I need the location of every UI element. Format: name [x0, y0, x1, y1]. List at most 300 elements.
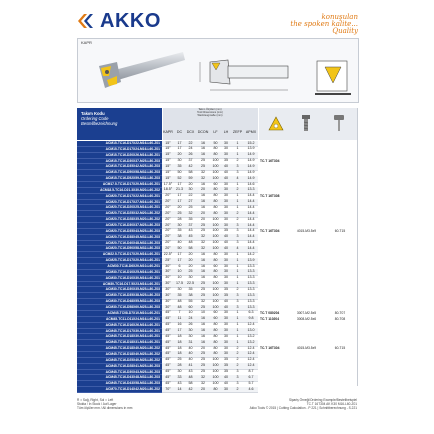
dimension-cell: 80 [213, 339, 218, 344]
dimension-cell: 100 [212, 245, 219, 250]
col-kapr: KAPR [163, 130, 173, 134]
dimension-cell: 14.4 [247, 193, 255, 198]
dimension-cell: 40 [188, 351, 193, 356]
dimension-cell: 40 [224, 298, 228, 303]
measure-line-1: Takım Ölçüleri (mm) [198, 108, 222, 111]
footer-right-2: TC.T 16T304 AK K30 M16-L60-Z01 [306, 402, 357, 406]
insert-code-cell: TC.T 16T304 [260, 346, 280, 351]
ordering-code-cell: ACM20-TC16-D50X58-M32-L80-Z03 [77, 246, 162, 252]
dimension-cell: 1 [236, 146, 239, 151]
ordering-code-cell: ACM30-TC16-D10X30-M16-L60-Z01 [77, 276, 162, 282]
dimension-cell: 14.4 [247, 204, 255, 209]
dimension-cell: 20 [201, 210, 205, 215]
dimension-cell: 100 [212, 281, 219, 286]
dimension-cell: 13.3 [247, 263, 255, 268]
dimension-cell: 30° [165, 304, 171, 309]
dimension-cell: 100 [212, 175, 219, 180]
ordering-code-cell: ACM20-TC16-D40X48-M32-L80-Z03 [77, 241, 162, 247]
dimension-cell: 38 [177, 234, 182, 239]
ordering-code-cell: ACM45-TC16-D43X48-M32-L80-Z03 [77, 375, 162, 381]
ordering-code-title-en: Ordering Code [81, 115, 109, 121]
dimension-cell: 40 [224, 169, 228, 174]
wrench-code-cell: 60-T15 [334, 346, 346, 351]
dimension-cell: 41 [188, 363, 193, 368]
dimension-cell: 12.4 [247, 357, 255, 362]
dimension-cell: 58 [188, 245, 193, 250]
col-lh: LH [223, 130, 229, 134]
dimension-cell: 35 [224, 286, 228, 291]
dimension-cell: 100 [212, 304, 219, 309]
akko-logo-icon [76, 12, 96, 30]
dimension-cell: 1 [236, 263, 239, 268]
dimension-cell: 40 [224, 175, 228, 180]
dimension-cell: 100 [212, 234, 219, 239]
dimension-cell: 16 [201, 263, 205, 268]
dimension-cell: 40 [224, 234, 228, 239]
dimension-cell: 14.9 [247, 175, 255, 180]
dimension-cell: 30 [224, 316, 228, 321]
dimension-cell: 16 [201, 204, 205, 209]
dimension-cell: 35 [177, 163, 182, 168]
tool-dimension-drawing [190, 50, 290, 95]
dimension-cell: 30 [224, 251, 228, 256]
ordering-code-cell: ACM30-TC16-D35X38-M25-L80-Z03 [77, 293, 162, 299]
dimension-cell: 2 [236, 210, 239, 215]
screw-code-cell: 4015-M3.5x9 [296, 346, 317, 351]
dimension-cell: 15° [165, 169, 171, 174]
dimension-cell: 3 [236, 380, 239, 385]
dimension-cell: 13.9 [247, 146, 255, 151]
dimension-cell: 32 [201, 374, 205, 379]
dimension-cell: 13.9 [247, 257, 255, 262]
dimension-cell: 14.4 [247, 216, 255, 221]
dimension-cell: 2 [236, 363, 239, 368]
ordering-code-cell: ACM45-TC16-D16X26-M16-L60-Z01 [77, 323, 162, 329]
ordering-code-cell: ACM30-TC16-D58X60-M25-L80-Z03 [77, 305, 162, 311]
dimension-cell: 15° [165, 146, 171, 151]
dimension-cell: 6.3 [248, 310, 254, 315]
dimension-cell: 45 [188, 234, 193, 239]
dimension-cell: 18 [177, 339, 182, 344]
dimension-cell: 15° [165, 163, 171, 168]
screw-icon [301, 114, 311, 132]
dimension-cell: 45° [165, 363, 171, 368]
dimension-cell: 35 [224, 292, 228, 297]
dimension-cell: 3 [236, 369, 239, 374]
dimension-cell: 15° [165, 152, 171, 157]
dimension-cell: 80 [213, 204, 218, 209]
dimension-cell: 25 [177, 210, 182, 215]
dimension-cell: 30° [165, 286, 171, 291]
dimension-cell: 32 [201, 380, 205, 385]
dimension-cell: 3 [236, 304, 239, 309]
dimension-cell: 80 [213, 152, 218, 157]
dimension-cell: 1 [236, 333, 239, 338]
dimension-cell: 38 [188, 292, 193, 297]
dimension-cell: 9.8 [248, 316, 254, 321]
dimension-cell: 22 [188, 193, 193, 198]
table-right-border [357, 108, 358, 386]
dimension-cell: 30 [224, 210, 228, 215]
insert-code-cell: TC.T 080204 [260, 310, 280, 315]
dimension-cell: 32 [201, 240, 205, 245]
insert-code-cell: TC.T 110204 [260, 316, 280, 321]
dimension-cell: 20° [165, 210, 171, 215]
dimension-cell: 17 [177, 181, 182, 186]
dimension-cell: 3 [236, 222, 239, 227]
dimension-cell: 13.3 [247, 298, 255, 303]
dimension-cell: 30 [224, 199, 228, 204]
dimension-cell: 20° [165, 245, 171, 250]
dimension-cell: 35 [224, 228, 228, 233]
dimension-cell: 50 [177, 169, 182, 174]
dimension-cell: 58 [188, 169, 193, 174]
ordering-code-cell: ACM22.5-TC16-D17X20-M16-L60-Z01 [77, 252, 162, 258]
dimension-cell: 30 [224, 204, 228, 209]
ordering-code-cell: ACM15-TC16-D52X59-M32-L80-Z03 [77, 176, 162, 182]
dimension-cell: 20° [165, 222, 171, 227]
dimension-cell: 30 [177, 222, 182, 227]
ordering-code-cell: ACM45-TC16-D28X41-M25-L80-Z03 [77, 364, 162, 370]
dimension-cell: 30° [165, 292, 171, 297]
ordering-code-cell: ACM20-TC16-D35X43-M25-L80-Z03 [77, 229, 162, 235]
dimension-cell: 17 [177, 146, 182, 151]
dimension-cells [162, 387, 258, 394]
dimension-cell: 30° [165, 281, 171, 286]
dimension-cell: 30 [224, 322, 228, 327]
brand-logo [76, 12, 161, 30]
dimension-cell: 80 [213, 187, 218, 192]
dimension-cell: 17 [177, 199, 182, 204]
dimension-cell: 2 [236, 386, 239, 391]
dimension-cell: 32 [201, 234, 205, 239]
dimension-cell: 30 [224, 351, 228, 356]
dimension-cell: 45° [165, 316, 171, 321]
dimension-cell: 40 [224, 304, 228, 309]
dimension-cell: 40 [188, 345, 193, 350]
dimension-cell: 24 [188, 316, 193, 321]
dimension-cell: 30° [165, 269, 171, 274]
dimension-cell: 25 [201, 158, 205, 163]
dimension-cell: 30 [188, 187, 193, 192]
dimension-cell: 20 [188, 257, 193, 262]
dimension-cell: 14.6 [247, 181, 255, 186]
dimension-cell: 43 [177, 380, 182, 385]
dimension-cell: 22.5° [163, 251, 173, 256]
ordering-code-cell: ACM45-TC08-D7X10-M10-L60-Z01 [77, 311, 162, 317]
dimension-cell: 28 [177, 216, 182, 221]
dimension-cell: 25 [201, 363, 205, 368]
screw-code-cell: 3008-M2.5x6 [296, 316, 317, 321]
dimension-cell: 30 [224, 140, 228, 145]
dimension-cell: 17.5° [163, 181, 173, 186]
dimension-cell: 80 [213, 322, 218, 327]
dimension-cell: 45° [165, 357, 171, 362]
dimension-cell: 45° [165, 328, 171, 332]
dimension-cell: 45° [165, 339, 171, 344]
dimension-cell: 16 [201, 275, 205, 280]
dimension-cell: 12.4 [247, 322, 255, 327]
dimension-cell: 48 [188, 374, 193, 379]
dimension-cell: 12.4 [247, 351, 255, 356]
dimension-cell: 16 [201, 146, 205, 151]
dimension-cell: 30° [165, 263, 171, 268]
dimension-cell: 32 [201, 169, 205, 174]
dimension-cell: 40 [224, 245, 228, 250]
dimension-cell: 20 [201, 345, 205, 350]
dimension-cell: 25 [201, 228, 205, 233]
dimension-cell: 14.4 [247, 210, 255, 215]
dimension-cell: 17 [177, 328, 182, 332]
dimension-cell: 30 [188, 333, 193, 338]
dimension-cell: 1 [236, 328, 239, 332]
dimension-cell: 1 [236, 316, 239, 321]
dimension-cell: 8.7 [248, 369, 254, 374]
dimension-cell: 17 [177, 251, 182, 256]
dimension-cell: 25 [201, 286, 205, 291]
dimension-cell: 25 [201, 222, 205, 227]
dimension-cell: 11 [177, 316, 182, 321]
ordering-code-cell: ACM18.5-TC16-D21.3X30-M20-L60-Z02 [77, 188, 162, 194]
dimension-cell: 20 [188, 263, 193, 268]
brand-name: AKKO [100, 10, 161, 32]
dimension-cell: 80 [213, 146, 218, 151]
dimension-cell: 30 [224, 275, 228, 280]
screw-code-cell: 4015-M3.5x9 [296, 228, 317, 233]
dimension-cell: 40 [177, 240, 182, 245]
dimension-cell: 15.2 [247, 140, 255, 145]
dimension-cell: 14.9 [247, 158, 255, 163]
dimension-cell: 10 [201, 310, 205, 315]
wrench-code-cell: 60-T15 [334, 228, 346, 233]
dimension-cell: 45° [165, 322, 171, 327]
dimension-cell: 13.3 [247, 187, 255, 192]
col-dcx: DCX [186, 130, 195, 134]
dimension-cell: 60 [213, 181, 218, 186]
slogan-line-1: konuşulan [321, 13, 358, 21]
dimension-cell: 24 [188, 146, 193, 151]
dimension-cell: 100 [212, 169, 219, 174]
dimension-cell: 25 [201, 357, 205, 362]
col-apmx: APMX [245, 130, 257, 134]
dimension-cell: 13.3 [247, 286, 255, 291]
dimension-cell: 100 [212, 158, 219, 163]
dimension-cell: 1 [236, 251, 239, 256]
dimension-cell: 3 [236, 292, 239, 297]
dimension-cell: 80 [213, 193, 218, 198]
ordering-code-cell: ACM30-TC16-D48X55-M32-L80-Z03 [77, 299, 162, 305]
dimension-cell: 100 [212, 216, 219, 221]
ordering-code-cell: ACM45-TC16-D30X43-M25-L80-Z03 [77, 370, 162, 376]
dimension-cell: 1 [236, 275, 239, 280]
dimension-cell: 13.2 [247, 339, 255, 344]
dimension-cell: 14.4 [247, 199, 255, 204]
dimension-cell: 30° [165, 298, 171, 303]
dimension-cell: 35 [224, 363, 228, 368]
dimension-cell: 25 [201, 163, 205, 168]
dimension-cell: 40 [188, 357, 193, 362]
dimension-cell: 20° [165, 228, 171, 233]
dimension-cell: 25 [201, 351, 205, 356]
dimension-cell: 35 [224, 357, 228, 362]
ordering-code-cell: ACM45-TC16-D25X40-M25-L80-Z02 [77, 358, 162, 364]
ordering-code-cell: ACM30-TC16-D10X25-M16-L60-Z01 [77, 270, 162, 276]
footer-left-1: R = Sağ, Right, Sol = Left [77, 398, 114, 402]
dimension-cell: 45° [165, 345, 171, 350]
dimension-cell: 4.6 [248, 386, 254, 391]
dimension-cell: 45° [165, 369, 171, 374]
dimension-cell: 3 [236, 298, 239, 303]
dimension-cell: 2 [236, 351, 239, 356]
wrench-code-cell: 80-T07 [334, 310, 346, 315]
dimension-cell: 14 [177, 386, 182, 391]
dimension-cell: 30 [224, 339, 228, 344]
dimension-cell: 3 [236, 228, 239, 233]
col-dc: DC [176, 130, 183, 134]
dimension-cell: 16 [201, 140, 205, 145]
dimension-cell: 52 [177, 175, 182, 180]
dimension-cell: 1 [236, 339, 239, 344]
dimension-cell: 100 [212, 298, 219, 303]
footer-right-3: Akko Tools © 2015 | Cutting Calculation - P 221 | Schnittberechnung - S.221 [249, 406, 357, 410]
dimension-cell: 35 [188, 286, 193, 291]
dimension-cell: 35 [177, 292, 182, 297]
dimension-cell: 16 [177, 322, 182, 327]
dimension-cell: 50 [213, 140, 218, 145]
dimension-cell: 100 [212, 292, 219, 297]
dimension-cell: 58 [188, 380, 193, 385]
dimension-cell: 35 [177, 228, 182, 233]
dimension-cell: 100 [212, 222, 219, 227]
dimension-cell: 10 [188, 310, 193, 315]
dimension-cell: 30 [177, 369, 182, 374]
dimension-cell: 3 [236, 169, 239, 174]
dimension-cell: 14.4 [247, 245, 255, 250]
dimension-cell: 21.3 [176, 187, 183, 192]
ordering-code-cell: ACM15-TC16-D35X42-M25-L80-Z03 [77, 164, 162, 170]
dimension-cell: 1 [236, 140, 239, 145]
dimension-cell: 48 [188, 240, 193, 245]
dimension-cell: 20 [201, 216, 205, 221]
ordering-code-cell: ACM20-TC16-D17X27-M16-L60-Z01 [77, 200, 162, 206]
dimension-cell: 45° [165, 333, 171, 338]
dimension-cell: 80 [213, 257, 218, 262]
insert-code-cell: TC.T 16T308 [260, 193, 280, 198]
dimension-cell: 17.5 [176, 281, 183, 286]
dimension-cell: 16 [201, 152, 205, 157]
dimension-cell: 20 [177, 152, 182, 157]
dimension-cell: 14.9 [247, 152, 255, 157]
insert-code-cell: TC.T 16T304 [260, 228, 280, 233]
insert-corner-detail [311, 57, 355, 97]
ordering-code-cell: ACM25-TC16-D17X20-M16-L60-Z01 [77, 258, 162, 264]
dimension-cell: 20° [165, 234, 171, 239]
ordering-code-cell: ACM15-TC16-D20X26-M16-L80-Z01 [77, 153, 162, 159]
dimension-cell: 16 [201, 199, 205, 204]
dimension-cell: 80 [213, 275, 218, 280]
dimension-cell: 16 [201, 257, 205, 262]
dimension-cell: 16 [201, 181, 205, 186]
footer-right-1: Sipariş Örneği/Ordering Example/Bestellbeispiel [288, 398, 357, 402]
dimension-cell: 25 [201, 304, 205, 309]
dimension-cell: 15° [165, 158, 171, 163]
dimension-cell: 1 [236, 257, 239, 262]
dimension-cell: 6.7 [248, 374, 254, 379]
dimension-cell: 20° [165, 199, 171, 204]
dimension-cell: 17 [177, 193, 182, 198]
dimension-cell: 80 [213, 351, 218, 356]
measure-line-2: Tool Dimensions (mm) [197, 110, 223, 114]
dimension-cell: 60 [213, 263, 218, 268]
dimension-cell: 42 [188, 163, 193, 168]
dimension-cell: 1 [236, 281, 239, 286]
dimension-cell: 20° [165, 216, 171, 221]
dimension-cell: 14.9 [247, 163, 255, 168]
dimension-cell: 20 [177, 204, 182, 209]
kapr-label: KAPR [81, 40, 92, 45]
dimension-cell: 13.3 [247, 275, 255, 280]
dimension-cell: 35 [224, 369, 228, 374]
dimension-cell: 26 [188, 322, 193, 327]
dimension-cell: 30 [224, 281, 228, 286]
ordering-code-cell: ACM45-TC11-D11X24-M16-L60-Z01 [77, 317, 162, 323]
dimension-cell: 25 [201, 292, 205, 297]
ordering-code-cell: ACM30-TC16-D30X35-M25-L80-Z03 [77, 287, 162, 293]
dimension-cell: 32 [201, 175, 205, 180]
dimension-cell: 25 [177, 357, 182, 362]
ordering-code-cell: ACM70-TC16-D14X42-M20-L80-Z02 [77, 387, 162, 393]
insert-icon [268, 116, 284, 132]
dimension-cell: 45° [165, 380, 171, 385]
dimension-cell: 45° [165, 374, 171, 379]
dimension-cell: 15° [165, 175, 171, 180]
dimension-cell: 13.2 [247, 333, 255, 338]
ordering-code-cell: ACM45-TC16-D18X30-M16-L60-Z01 [77, 334, 162, 340]
ordering-code-header [77, 108, 162, 140]
dimension-cell: 60 [213, 310, 218, 315]
dimension-cell: 30 [224, 146, 228, 151]
dimension-cell: 22.5 [187, 281, 194, 286]
slogan [290, 14, 358, 35]
col-lf: LF [213, 130, 218, 134]
dimension-cell: 100 [212, 163, 219, 168]
dimension-cell: 13.0 [247, 328, 255, 332]
dimension-cell: 14.4 [247, 222, 255, 227]
dimension-cell: 22 [188, 140, 193, 145]
dimension-cell: 30 [224, 222, 228, 227]
dimension-cell: 20 [188, 181, 193, 186]
dimension-cell: 30 [224, 193, 228, 198]
dimension-cell: 30 [188, 328, 193, 332]
dimension-cell: 20° [165, 193, 171, 198]
screw-code-cell: 3007-M2.5x5 [296, 310, 317, 315]
dimension-cell: 13.3 [247, 281, 255, 286]
ordering-code-cell: ACM20-TC16-D17X22-M16-L60-Z01 [77, 194, 162, 200]
dimension-cell: 100 [212, 240, 219, 245]
dimension-cell: 33 [177, 374, 182, 379]
dimension-cell: 16 [201, 251, 205, 256]
dimension-cell: 2 [236, 158, 239, 163]
dimension-cell: 35 [224, 158, 228, 163]
dimension-cell: 30 [224, 257, 228, 262]
measure-line-3: Werkzeugmaße (mm) [197, 113, 223, 117]
dimension-cell: 1 [236, 322, 239, 327]
dimension-cell: 30 [224, 181, 228, 186]
dimension-cell: 40 [224, 163, 228, 168]
col-zefp: ZEFP [232, 130, 243, 134]
dimension-cell: 14.4 [247, 234, 255, 239]
dimension-cell: 37 [188, 158, 193, 163]
